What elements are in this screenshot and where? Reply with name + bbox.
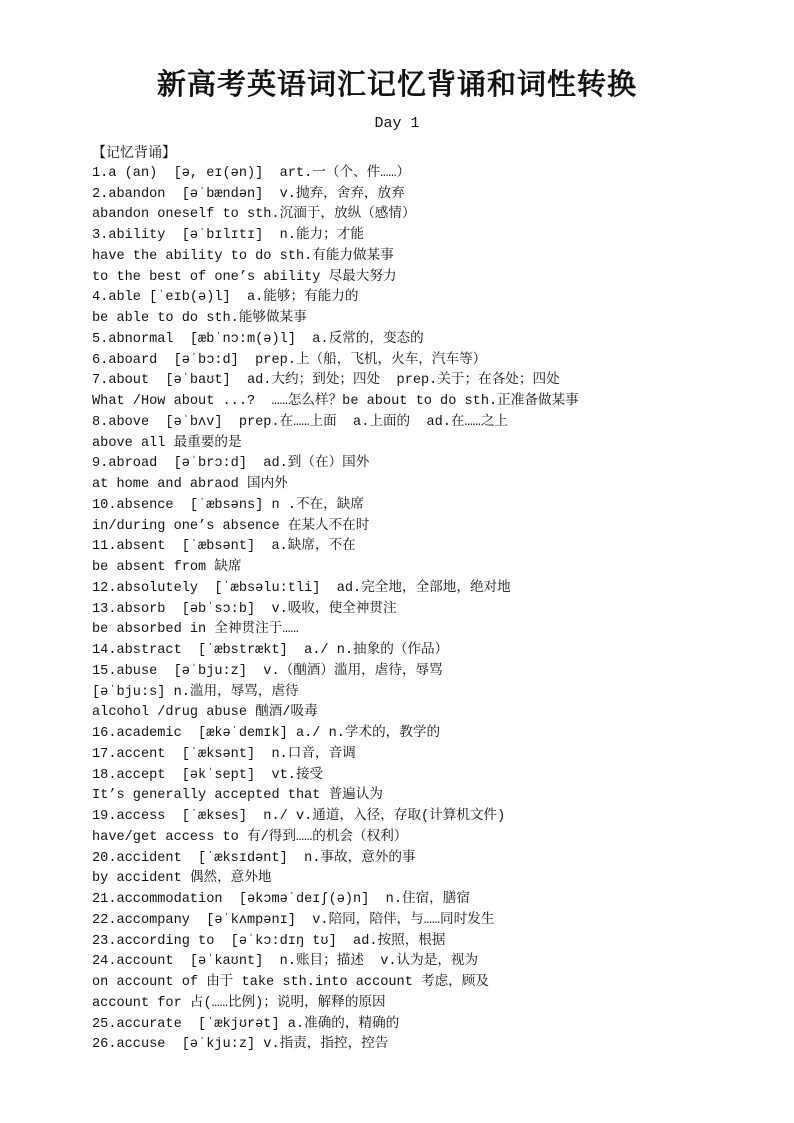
vocab-line: in/during one’s absence 在某人不在时 [92, 518, 370, 534]
vocab-line: account for 占(……比例)；说明，解释的原因 [92, 995, 386, 1011]
vocab-line: 23.according to [əˈkɔ:dɪŋ tʊ] ad.按照，根据 [92, 933, 446, 949]
vocab-line: 20.accident [ˈæksɪdənt] n.事故，意外的事 [92, 850, 416, 866]
vocab-line: at home and abraod 国内外 [92, 477, 288, 492]
vocab-line: be absent from 缺席 [92, 560, 242, 575]
vocab-line: abandon oneself to sth.沉湎于，放纵（感情） [92, 207, 416, 223]
vocab-line: 25.accurate [ˈækjʊrət] a.准确的，精确的 [92, 1016, 400, 1032]
vocabulary-body [92, 143, 772, 1056]
vocab-line: [əˈbju:s] n.滥用，辱骂，虐待 [92, 684, 299, 700]
vocab-line: be able to do sth.能够做某事 [92, 311, 307, 326]
vocab-line: 21.accommodation [əkɔməˈdeɪʃ(ə)n] n.住宿，膳宿 [92, 892, 470, 907]
vocab-line: 11.absent [ˈæbsənt] a.缺席，不在 [92, 539, 356, 555]
vocab-line: have the ability to do sth.有能力做某事 [92, 248, 394, 264]
vocab-line: 19.access [ˈækses] n./ v.通道，入径，存取(计算机文件) [92, 809, 506, 824]
vocab-line: by accident 偶然，意外地 [92, 871, 272, 887]
vocab-line: 14.abstract [ˈæbstrækt] a./ n.抽象的（作品） [92, 643, 449, 658]
vocab-line: What /How about ...? ……怎么样？be about to do sth.正准备做某事 [92, 394, 579, 409]
vocab-line: 12.absolutely [ˈæbsəlu:tli] ad.完全地，全部地，绝对地 [92, 580, 511, 596]
vocab-line: 17.accent [ˈæksənt] n.口音，音调 [92, 746, 356, 762]
vocab-line: 5.abnormal [æbˈnɔ:m(ə)l] a.反常的，变态的 [92, 331, 424, 347]
vocab-line: 1.a (an) [ə, eɪ(ən)] art.一（个、件……） [92, 165, 411, 181]
day-label: Day 1 [374, 115, 420, 132]
vocab-line: 9.abroad [əˈbrɔ:d] ad.到（在）国外 [92, 456, 370, 472]
vocab-line: It’s generally accepted that 普遍认为 [92, 788, 383, 804]
vocab-line: 8.above [əˈbʌv] prep.在……上面 a.上面的 ad.在……之上 [92, 414, 509, 430]
vocab-line: on account of 由于 take sth.into account 考虑，顾及 [92, 975, 489, 990]
vocab-line: 2.abandon [əˈbændən] v.抛弃，舍弃，放弃 [92, 186, 405, 202]
vocab-line: have/get access to 有/得到……的机会（权利） [92, 829, 408, 845]
vocab-line: alcohol /drug abuse 酗酒/吸毒 [92, 705, 318, 721]
section-heading: 【记忆背诵】 [92, 145, 176, 161]
vocab-line: 6.aboard [əˈbɔ:d] prep.上（船，飞机，火车，汽车等） [92, 352, 487, 368]
vocab-line: to the best of one’s ability 尽最大努力 [92, 269, 397, 285]
vocab-line: 16.academic [ækəˈdemɪk] a./ n.学术的，教学的 [92, 726, 441, 741]
vocabulary-list [92, 164, 772, 1056]
vocab-line: 13.absorb [əbˈsɔ:b] v.吸收，使全神贯注 [92, 601, 397, 617]
vocab-line: 10.absence [ˈæbsəns] n .不在，缺席 [92, 497, 364, 513]
document-title: 新高考英语词汇记忆背诵和词性转换 [156, 67, 637, 101]
vocab-line: 24.account [əˈkaʊnt] n.账目；描述 v.认为是，视为 [92, 954, 479, 970]
vocab-line: 4.able [ˈeɪb(ə)l] a.能够；有能力的 [92, 290, 359, 306]
vocab-line: 3.ability [əˈbɪlɪtɪ] n.能力；才能 [92, 228, 364, 243]
vocab-line: 18.accept [əkˈsept] vt.接受 [92, 767, 324, 783]
vocab-line: 26.accuse [əˈkju:z] v.指责，指控，控告 [92, 1037, 389, 1053]
vocab-line: 15.abuse [əˈbju:z] v.（酗酒）滥用，虐待，辱骂 [92, 663, 443, 679]
vocab-line: be absorbed in 全神贯注于…… [92, 622, 299, 638]
vocab-line: 7.about [əˈbaʊt] ad.大约；到处；四处 prep.关于；在各处；四处 [92, 373, 560, 389]
vocab-line: above all 最重要的是 [92, 435, 242, 451]
vocab-line: 22.accompany [əˈkʌmpənɪ] v.陪同，陪伴，与……同时发生 [92, 912, 495, 928]
